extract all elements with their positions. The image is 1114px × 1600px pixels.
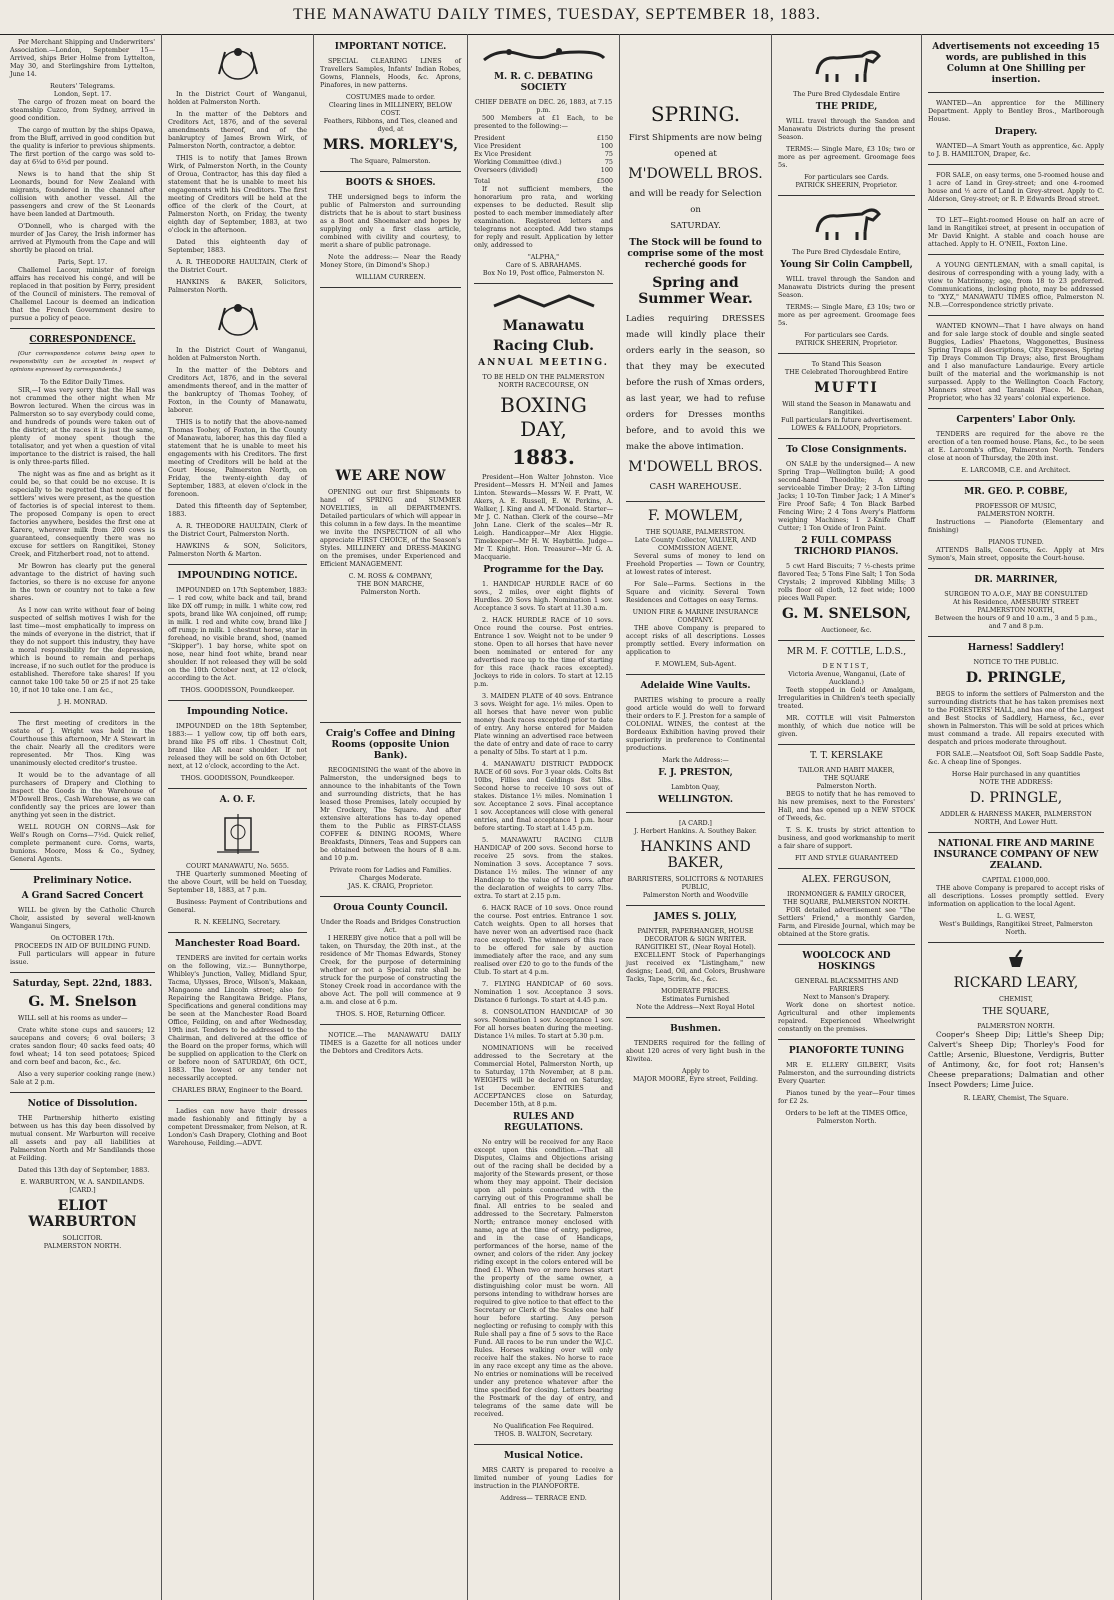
mdowell-name: M'DOWELL BROS.	[628, 166, 763, 182]
musical-body: MRS CARTY is prepared to receive a limited number of young Ladies for instruction in the PIANOFORTE.	[474, 1466, 613, 1490]
notice-public: NOTICE TO THE PUBLIC.	[973, 658, 1059, 666]
impound-head: IMPOUNDING NOTICE.	[177, 571, 298, 581]
classified-ad: TO LET—Eight-roomed House on half an acre of land in Rangitikei street, at present in occupation of Mr David Knight. A stable and coach house are attached. Apply to H. O'NEIL, Foxton Line.	[928, 216, 1104, 248]
racing-horses-icon	[489, 290, 599, 312]
union-signature: F. MOWLEM, Sub-Agent.	[654, 660, 737, 668]
court-dated: Dated this eighteenth day of September, 1883.	[168, 238, 307, 254]
nfm-body: THE above Company is prepared to accept risks of all descriptions. Losses promptly settled. Every information on application to the local Agent.	[928, 884, 1104, 908]
aof-head: A. O. F.	[219, 795, 256, 805]
aof-signature: R. N. KEELING, Secretary.	[194, 918, 281, 926]
letter-paragraph: The night was as fine and as bright as it could be, so that could be no excuse. It is especially to be regretted that none of the settlers' wives were present, as the question of factories is of special interest to them. The proposed Company is open to erect factories anywhere, besides the first one at Karere, wherever milk from 200 cows is guaranteed, consequently there was no excuse for settlers on Rangitikei, Stoney Creek, and Fitzherbert road, not to attend.	[10, 470, 155, 558]
annual-meeting: ANNUAL MEETING.	[478, 358, 609, 368]
reuters-item: News is to hand that the ship St Leonards, bound for New Zealand with migrants, foundered in the channel after collision with another vessel. All the passengers and crew of the St Leonards have been landed at Dartmouth.	[10, 170, 155, 218]
debating-head: M. R. C. DEBATING SOCIETY	[494, 72, 593, 93]
preliminary-head: Preliminary Notice.	[33, 876, 132, 886]
dressmaker-note: Ladies can now have their dresses made fashionably and fittingly by a competent Dressmaker, from Nelson, at R. London's Cash Drapery, Clothing and Boot Warehouse, Feilding.—ADVT.	[168, 1107, 307, 1147]
dentist-visit: MR. COTTLE will visit Palmerston monthly, of which due notice will be given.	[778, 714, 915, 738]
cobbe-name: MR. GEO. P. COBBE,	[964, 487, 1068, 497]
card-label: [A CARD.]	[679, 819, 712, 827]
prize-row: President £150	[474, 134, 613, 142]
bon-marche-place: Palmerston North.	[360, 588, 421, 596]
snelson-items: Crate white stone cups and saucers; 12 saucepans and covers; 6 oval boilers; 3 crates sandon flour; 40 sacks feed oats; 40 fowl wheat; 14 ton seed potatoes; Spiced and corn beef and bacon, &c., &c.	[10, 1026, 155, 1066]
tuning-fee: Pianos tuned by the year—Four times for £2 2s.	[778, 1089, 915, 1105]
mowlem-name: F. MOWLEM,	[648, 508, 743, 524]
bon-marche: THE BON MARCHE,	[356, 580, 425, 588]
hankins-baker: HANKINS AND BAKER,	[640, 839, 751, 871]
masthead-title: THE MANAWATU DAILY TIMES, TUESDAY, SEPTEMBER 18, 1883.	[293, 6, 821, 23]
preston-name: F. J. PRESTON,	[658, 768, 733, 778]
preston-address: Lambton Quay,	[671, 783, 720, 791]
column-5	[620, 34, 772, 1600]
harness-head: Harness! Saddlery!	[967, 643, 1065, 653]
impound-head: Impounding Notice.	[187, 707, 288, 717]
rules-head: RULES AND REGULATIONS.	[504, 1112, 583, 1133]
pringle-sub: ADDLER & HARNESS MAKER, PALMERSTON NORTH, And Lower Hutt.	[940, 810, 1092, 826]
hankins-sub: BARRISTERS, SOLICITORS & NOTARIES PUBLIC,	[627, 875, 764, 891]
shipping-news: Per Merchant Shipping and Underwriters' Association.—London, September 15—Arrived, ships Brier Holme from Lyttelton, May 30, and Sterlingshire from Lyttelton, June 14.	[10, 38, 155, 78]
costumes: COSTUMES made to order.	[345, 93, 436, 101]
warburton-name: ELIOT WARBURTON	[28, 1198, 137, 1230]
kerslake-fit: FIT AND STYLE GUARANTEED	[794, 854, 899, 862]
saturday: SATURDAY.	[670, 221, 721, 231]
piano-line: 2 FULL COMPASS TRICHORD PIANOS.	[794, 536, 899, 557]
correspondence-head: CORRESPONDENCE.	[29, 335, 136, 345]
aof-body: THE Quarterly summoned Meeting of the above Court, will be held on Tuesday, September 18, 1883, at 7 p.m.	[168, 870, 307, 894]
race-entry: 5. MANAWATU RACING CLUB HANDICAP of 200 sovs. Second horse to receive 25 sovs. from the stakes. Nomination 3 sovs. Acceptance 7 sovs. Distance 1½ miles. The winner of any Handicap to the value of 100 sovs. after the declaration of weights to carry 7lbs. extra. To start at 2.15 p.m.	[474, 836, 613, 900]
woolcock-name: WOOLCOCK AND HOSKINGS	[802, 951, 891, 972]
opening-body: OPENING out our first Shipments to hand of SPRING and SUMMER NOVELTIES, in all DEPARTMENTS. Detailed particulars of which will appear in this column in a few days. In the meantime we invite the INSPECTION of all who appreciate FIRST CHOICE, of the Season's Styles. MILLINERY and DRESS-MAKING on the premises, under Experienced and Efficient MANAGEMENT.	[320, 488, 461, 568]
union-body: THE above Company is prepared to accept risks of all descriptions. Losses promptly settled. Every information on application to	[626, 624, 765, 656]
clydesdale-horse-icon	[807, 202, 887, 242]
jolly-sub: PAINTER, PAPERHANGER, HOUSE DECORATOR & SIGN WRITER.	[637, 927, 754, 943]
classified-ad: A YOUNG GENTLEMAN, with a small capital, is desirous of corresponding with a young lady, with a view to Matrimony; age, from 18 to 23 preferred. Communications, inclosing photo, may be addressed to "XYZ," MANAWATU TIMES office, Palmerston N. N.B.—Correspondence strictly private.	[928, 261, 1104, 309]
court-notice: THIS is to notify that the above-named Thomas Toohey, of Foxton, in the County of Manawatu, laborer, has this day filed a statement that he is unable to meet his engagements with his Creditors. The first meeting of Creditors will be held at the Court House, Palmerston North, on Friday, the twenty-eighth day of September, 1883, at eleven o'clock in the forenoon.	[168, 418, 307, 498]
programme-head: Programme for the Day.	[483, 565, 604, 575]
pringle-sale: FOR SALE.—Neatsfoot Oil, Soft Soap Saddle Paste, &c. A cheap line of Sponges.	[928, 750, 1104, 766]
correspondence-to: To the Editor Daily Times.	[40, 378, 125, 386]
classified-ad: WANTED—An apprentice for the Millinery Department. Apply to Bentley Bros., Marlborough House.	[928, 99, 1104, 123]
larcomb-signature: E. LARCOMB, C.E. and Architect.	[961, 466, 1071, 474]
kerslake-address: THE SQUARE	[823, 774, 870, 782]
aof-business: Business: Payment of Contributions and General.	[168, 898, 307, 914]
colin-signature: PATRICK SHEERIN, Proprietor.	[795, 339, 898, 347]
reuters-item: Challemel Lacour, minister of foreign affairs has received his congé, and will be replaced in that position by Ferry, president of the Council of ministers. The removal of Challemel Lacour is deemed an indication that the French Government desire to pursue a policy of peace.	[10, 266, 155, 322]
mortar-icon	[1006, 949, 1026, 969]
letter-signature: J. H. MONRAD.	[57, 698, 108, 706]
jolly-prices: MODERATE PRICES.	[661, 987, 730, 995]
court-notice: THIS is to notify that James Brown Wirk, of Palmerston North, in the County of Oroua, Contractor, has this day filed a statement that he is unable to meet his engagements with his Creditors. The first meeting of Creditors will be held at the office of the clerk of the Court, at Palmerston North, on Friday, the twenty eighth day of September, 1883, at two o'clock in the afternoon.	[168, 154, 307, 234]
race-horses-icon	[479, 44, 609, 66]
debating-body: If not sufficient members, the honorarium pro rata, and working expenses to be deducted. Result slip posted to each member immediately after examination. Registered letters and telegrams not accepted. Add two stamps for reply and result. Application by letter only, addressed to	[474, 185, 613, 249]
court-solicitors: HAWKINS & SON, Solicitors, Palmerston North & Marton.	[168, 542, 307, 558]
millinery: Clearing lines in MILLINERY, BELOW COST.	[328, 101, 453, 117]
hankins-address: Palmerston North and Woodville	[642, 891, 749, 899]
morley-name: MRS. MORLEY'S,	[322, 137, 459, 153]
pianos-tuned: PIANOS TUNED.	[988, 538, 1044, 546]
sale-date: Saturday, Sept. 22nd, 1883.	[12, 979, 153, 989]
kerslake-name: T. T. KERSLAKE	[810, 751, 883, 761]
clydesdale-horse-icon	[807, 44, 887, 84]
regulations: No entry will be received for any Race except upon this condition.—That all Disputes, Claims and Objections arising out of the racing shall be decided by a majority of the Stewards present, or those whom they may appoint. Their decision upon all points connected with the carrying out of this Programme shall be final. All entries to be sealed and addressed to the Secretary. Palmerston North; entrance money enclosed with name, age at the time of entry, pedigree, and in the case of Handicaps, performances of the horse, name of the owner, and colors of the rider. Any jockey riding except in the colors entered will be fined £1. When two or more horses start the property of the same owner, a distinguishing color must be worn. All persons intending to withdraw horses are required to give notice to that effect to the Secretary or Clerk of the Scales one half hour before starting. Any person neglecting or refusing to comply with this Rule shall pay a fine of 5 sovs to the Race Fund. All races to be run under the W.J.C. Rules. Horses walking over will only receive half the stakes. No horse to race in any race except any time as the above. No entries or nominations will be received under any pretence whatever after the time specified for closing. Letters bearing the Postmark of the day of entry, and telegrams of the same date will be received.	[474, 1138, 613, 1418]
paris-date: Paris, Sept. 17.	[57, 258, 108, 266]
debating-care: Care of S. ABRAHAMS.	[505, 261, 582, 269]
dissolution-head: Notice of Dissolution.	[27, 1099, 138, 1109]
race-entry: 6. HACK RACE of 10 sovs. Once round the course. Post entries. Entrance 1 sov. Catch weights. Open to all horses that have never won an advertised race (hack race excepted). The winners of this race to be offered for sale by auction immediately after the race, and any sum realised over £20 to go to the funds of the Club. To start at 4 p.m.	[474, 904, 613, 976]
chemist-label: CHEMIST,	[999, 995, 1033, 1003]
race-entry: 8. CONSOLATION HANDICAP of 30 sovs. Nomination 1 sov. Acceptance 1 sov. For all horses beaten during the meeting. Distance 1¼ miles. To start at 5.30 p.m.	[474, 1008, 613, 1040]
prize-row: Ex Vice President 75	[474, 150, 613, 158]
woolcock-body: Work done on shortest notice. Agricultural and other implements repaired. Experienced Wheelwright constantly on the premises.	[778, 1001, 915, 1033]
column-6	[772, 34, 922, 1600]
impound-signature: THOS. GOODISSON, Poundkeeper.	[180, 774, 295, 782]
concert-more: Full particulars will appear in future issue.	[10, 950, 155, 966]
kerslake-trust: T. S. K. trusts by strict attention to business, and good workmanship to merit a fair share of support.	[778, 826, 915, 850]
marriner-address: At his Residence, AMESBURY STREET PALMERSTON NORTH,	[952, 598, 1080, 614]
marriner-sub: SURGEON TO A.O.F., MAY BE CONSULTED	[944, 590, 1088, 598]
colin-cards: For particulars see Cards.	[804, 331, 889, 339]
court-solicitors: HANKINS & BAKER, Solicitors, Palmerston North.	[168, 278, 307, 294]
nfm-capital: CAPITAL £1000,000.	[982, 876, 1050, 884]
pride-signature: PATRICK SHEERIN, Proprietor.	[795, 181, 898, 189]
impound-signature: THOS. GOODISSON, Poundkeeper.	[180, 686, 295, 694]
pride-name: THE PRIDE,	[815, 102, 878, 112]
creditors-note: The first meeting of creditors in the estate of J. Wright was held in the Courthouse this afternoon, Mr A Stewart in the chair. Nearly all the creditors were represented. Mr Thos. King was unanimously elected creditor's trustee.	[10, 719, 155, 767]
court-dated: Dated this fifteenth day of September, 1883.	[168, 502, 307, 518]
aof-court: COURT MANAWATU, No. 5655.	[186, 862, 289, 870]
boots-address: Note the address:— Near the Ready Money Store, (in Dimond's Shop.)	[320, 253, 461, 269]
warburton-place: PALMERSTON NORTH.	[43, 1242, 122, 1250]
qualification: No Qualification Fee Required.	[493, 1422, 594, 1430]
mowlem-address: THE SQUARE, PALMERSTON.	[645, 528, 746, 536]
morley-address: The Square, Palmerston.	[350, 157, 431, 165]
prize-row: Total £500	[474, 177, 613, 185]
dentist-title: DENTIST,	[822, 662, 871, 670]
race-entry: 4. MANAWATU DISTRICT PADDOCK RACE of 60 sovs. For 3 year olds. Colts 8st 10lbs, Fillies and Geldings 8st 5lbs. Second horse to receive 10 sovs out of stakes. Distance 1½ miles. Nomination 1 sov. Acceptance 2 sovs. Final acceptance 1 sov. Acceptances will close with general entries, and final acceptance 1 p.m. hour before starting. To start at 1.45 p.m.	[474, 760, 613, 832]
consign-list: ON SALE by the undersigned— A new Spring Trap—Wellington build; A good second-hand Theodolite; A strong serviceable Timber Dray; 2 3-Ton Lifting Jacks; 1 10-Ton Timber Jack; 1 A Miner's Fire Proof Safe; 4 Ton Black Barbed Fencing Wire; 2 4 Tons Avery's Platform weighing Machines; 1 2-Knife Chaff Cutter; 1 Ton Oxide of Iron Paint.	[778, 460, 915, 532]
ferguson-body: FOR detailed advertisement see "The Settlers' Friend," a monthly Garden, Farm, and Fireside Journal, which may be obtained at the Store gratis.	[778, 906, 915, 938]
mufti-full: Full particulars in future advertisement.	[781, 416, 912, 424]
kerslake-place: Palmerston North.	[816, 782, 877, 790]
snelson-intro: WILL sell at his rooms as under—	[18, 1014, 128, 1022]
dentist-name: MR M. F. COTTLE, L.D.S.,	[786, 647, 907, 657]
dissolution-signature: E. WARBURTON, W. A. SANDILANDS.	[20, 1178, 145, 1186]
first-shipments: First Shipments are now being opened at	[628, 133, 763, 159]
road-board-body: TENDERS are invited for certain works on the following, viz.:— Bunnythorpe, Whibley's Junction, Valley, Midland Spur, Tacma, Ulysses, Broce, Wilson's, Makaan, Mangaone and Lincoln street; also for Repairing the Rangitawa Bridge. Plans, Specifications and general conditions may be seen at the Manchester Road Board Office, Feilding, on and after Wednesday, 19th inst. Tenders to be addressed to the Chairman, and delivered at the office of the Board on the proper forms, which will be supplied on application to the Clerk on or before noon of SATURDAY, 6th OCT., 1883. The lowest or any tender not necessarily accepted.	[168, 954, 307, 1082]
marriner-name: DR. MARRINER,	[974, 575, 1058, 585]
reuters-date: London, Sept. 17.	[53, 90, 112, 98]
leary-place: PALMERSTON NORTH.	[977, 1022, 1055, 1030]
jolly-estimates: Estimates Furnished	[661, 995, 730, 1003]
oroua-head: Oroua County Council.	[333, 903, 448, 913]
feathers: Feathers, Ribbons, and Ties, cleaned and dyed, at	[323, 117, 458, 133]
court-heading: In the District Court of Wanganui, holden at Palmerston North.	[168, 346, 307, 362]
ferguson-sub: IRONMONGER & FAMILY GROCER,	[786, 890, 907, 898]
snelson-name: G. M. SNELSON,	[782, 606, 911, 622]
court-signature: A. R. THEODORE HAULTAIN, Clerk of the District Court, Palmerston North.	[168, 522, 307, 538]
boots-body: THE undersigned begs to inform the public of Palmerston and surrounding districts that he is about to start business as a Boot and Shoemaker and hopes by supplying only a first class article, combined with civility and courtesy, to merit a share of public patronage.	[320, 193, 461, 249]
royal-arms-icon	[211, 44, 265, 84]
prize-row: Overseers (divided) 100	[474, 166, 613, 174]
colin-intro: The Pure Bred Clydesdale Entire,	[792, 248, 901, 256]
dentist-body: Teeth stopped in Gold or Amalgam, Irregularities in Children's teeth specially treated.	[778, 686, 915, 710]
reuters-item: O'Donnell, who is charged with the murder of Jas Carey, the Irish informer has arrived at Plymouth from the Cape and will shortly be placed on trial.	[10, 222, 155, 254]
dissolution-date: Dated this 13th day of September, 1883.	[18, 1166, 150, 1174]
craig-charges: Charges Moderate.	[359, 874, 422, 882]
jolly-body: EXCELLENT Stock of Paperhangings just received ex "Listingham," new designs; Lead, Oil, and Colors, Brushware Tacks, Tape, Scrim, &c., &c.	[626, 951, 765, 983]
kerslake-body: BEGS to notify that he has removed to his new premises, next to the Foresters' Hall, and has opened up a NEW STOCK of Tweeds, &c.	[778, 790, 915, 822]
pringle-body: BEGS to inform the settlers of Palmerston and the surrounding districts that he has taken premises next to the FORESTERS' HALL, and has one of the Largest and Best Stocks of Saddlery, Harness, &c., ever shown in Palmerston. This will be sold at prices which must command a trade. All repairs executed with despatch and prices moderate throughout.	[928, 690, 1104, 746]
card-label: [CARD.]	[69, 1186, 96, 1194]
cash-warehouse: CASH WAREHOUSE.	[649, 482, 742, 492]
column-2	[162, 34, 314, 1600]
bushmen-apply: Apply to	[682, 1067, 709, 1075]
race-secretary: THOS. B. WALTON, Secretary.	[494, 1430, 593, 1438]
court-signature: A. R. THEODORE HAULTAIN, Clerk of the District Court.	[168, 258, 307, 274]
ferguson-address: THE SQUARE, PALMERSTON NORTH.	[783, 898, 910, 906]
dissolution-body: THE Partnership hitherto existing between us has this day been dissolved by mutual consent. Mr Warburton will receive all assets and pay all liabilities at Palmerston North and Mr Sandilands those at Feilding.	[10, 1114, 155, 1162]
craig-head: Craig's Coffee and Dining Rooms (opposite Union Bank).	[325, 729, 456, 761]
mowlem-sale: For Sale—Farms. Sections in the Square and vicinity. Several Town Residences and Cottages on easy Terms.	[626, 580, 765, 604]
ferguson-name: ALEX. FERGUSON,	[801, 875, 892, 885]
oroua-body: I HEREBY give notice that a poll will be taken, on Thursday, the 20th inst., at the residence of Mr Thomas Edwards, Stoney Creek, for the purpose of determining whether or not a Special rate shall be struck for the purpose of constructing the Stoney Creek road in accordance with the above Act. The poll will commence at 9 a.m. and close at 6 p.m.	[320, 934, 461, 1006]
ross-name: C. M. ROSS & COMPANY,	[348, 572, 433, 580]
pride-terms: TERMS:— Single Mare, £3 10s; two or more as per agreement. Groomage fees 5s.	[778, 145, 915, 169]
woolcock-address: Next to Manson's Drapery.	[803, 993, 890, 1001]
cobbe-body: Instructions — Pianoforte (Elementary and finishing)	[928, 518, 1104, 534]
court-matter: In the matter of the Debtors and Creditors Act, 1876, and in the several amendments thereof, and in the matter of the bankruptcy of Thomas Toohey, of Foxton, in the County of Manawatu, laborer.	[168, 366, 307, 414]
solicitor-label: SOLICITOR.	[62, 1234, 103, 1242]
mufti-sub: THE Celebrated Thoroughbred Entire	[784, 368, 909, 376]
wellington: WELLINGTON.	[657, 795, 734, 805]
snelson-sub: Auctioneer, &c.	[821, 626, 872, 634]
oroua-signature: THOS. S. HOE, Returning Officer.	[335, 1010, 446, 1018]
letter-paragraph: SIR,—I was very sorry that the Hall was not crammed the other night when Mr Bowron lectured. When the circus was in Palmerston so to say everybody could come, and hundreds of pounds were taken out of the district; at the races it is just the same, plenty of money spent though the totalisator, and yet when a question of vital importance to the district is raised, the hall is only three-parts filled.	[10, 386, 155, 466]
important-head: IMPORTANT NOTICE.	[334, 42, 447, 52]
corns-ad: WELL ROUGH ON CORNS—Ask for Well's Rough on Corns—7½d. Quick relief, complete permanent cure. Corns, warts, bunions. Moore, Moss & Co., Sydney, General Agents.	[10, 823, 155, 863]
race-entry: 1. HANDICAP HURDLE RACE of 60 sovs., 2 miles, over eight flights of Hurdles. 20 Sovs high. Nomination 1 sov. Acceptance 3 sovs. To start at 11.30 a.m.	[474, 580, 613, 612]
royal-arms-icon	[211, 300, 265, 340]
race-entry: 7. FLYING HANDICAP of 60 sovs. Nomination 1 sov. Acceptance 3 sovs. Distance 6 furlongs. To start at 4.45 p.m.	[474, 980, 613, 1004]
reuters-item: The cargo of mutton by the ships Opawa, from the Bluff, arrived in good condition but the quality is inferior to previous shipments. The first portion of the cargo was sold to-day at 6¼d to 6½d per pound.	[10, 126, 155, 166]
union-head: UNION FIRE & MARINE INSURANCE COMPANY.	[632, 608, 759, 624]
spring-summer-wear: Spring and Summer Wear.	[638, 275, 753, 307]
snelson-range: Also a very superior cooking range (new.) Sale at 2 p.m.	[10, 1070, 155, 1086]
column-1	[4, 34, 162, 1600]
spring-head: SPRING.	[650, 102, 741, 126]
consign-head: To Close Consignments.	[786, 445, 907, 455]
leary-items: Cooper's Sheep Dip; Little's Sheep Dip; Calvert's Sheep Dip; Thorley's Food for Cattle; Arsenic, Bluestone, Verdigris, Butter of Antimony, &c, for foot rot; Hansen's Cheese preparations; Dalmatian and other Insect Powders; Lime Juice.	[928, 1030, 1104, 1089]
jolly-name: JAMES S. JOLLY,	[654, 912, 737, 922]
pringle-name: D. PRINGLE,	[965, 670, 1067, 686]
woolcock-sub: GENERAL BLACKSMITHS AND FARRIERS	[794, 977, 899, 993]
nominations: NOMINATIONS will be received addressed to the Secretary at the Commercial Hotel, Palmerston North, up to Saturday, 17th November, at 8 p.m. WEIGHTS will be declared on Saturday, 1st December. ENTRIES and ACCEPTANCES close on Saturday, December 15th, at 8 p.m.	[474, 1044, 613, 1108]
prize-row: Working Committee (divd.) 75	[474, 158, 613, 166]
mdowell-name: M'DOWELL BROS.	[628, 459, 763, 475]
tuning-head: PIANOFORTE TUNING	[788, 1046, 905, 1056]
pringle-name-2: D. PRINGLE,	[969, 790, 1063, 806]
jolly-address: RANGITIKEI ST., (Near Royal Hotel).	[635, 943, 756, 951]
musical-head: Musical Notice.	[503, 1451, 583, 1461]
bushmen-head: Bushmen.	[670, 1024, 721, 1034]
west-name: L. G. WEST,	[996, 912, 1036, 920]
debating-sub: CHIEF DEBATE on DEC. 26, 1883, at 7.15 p.m.	[474, 98, 613, 114]
carpenter-head: Carpenters' Labor Only.	[956, 415, 1076, 425]
boxing-day: BOXING DAY,	[500, 393, 587, 441]
held-at: TO BE HELD ON THE PALMERSTON NORTH RACECOURSE, ON	[482, 373, 605, 389]
impound-body: IMPOUNDED on the 18th September, 1883:— 1 yellow cow, tip off both ears, brand like FS off ribs. 1 Chestnut Colt, brand like AR near shoulder. If not released they will be sold on 6th October, next, at 12 o'clock, according to the Act.	[168, 722, 307, 770]
craig-body: RECOGNISING the want of the above in Palmerston, the undersigned begs to announce to the inhabitants of the Town and surrounding districts, that he has leased those Premises, lately occupied by Mr Crockery, The Square. And after extensive alterations has to-day opened them to the Public as FIRST-CLASS COFFEE & DINING ROOMS, Where Breakfasts, Dinners, Teas and Suppers can be obtained between the hours of 8 a.m. and 10 p.m.	[320, 766, 461, 862]
letter-paragraph: As I now can write without fear of being suspected of selfish motives I wish for the last time—most emphatically to impress on the minds of everyone in the district, that if they do not support this industry, they have a moral responsibility for the depression, which is bound to remain and perhaps increase, if no such outlet for the produce is established. Therefore take shares! If you cannot take 100 take 50 or 25 if not 25 take 10, if not 10 take one. I am &c.,	[10, 606, 155, 694]
race-entry: 3. MAIDEN PLATE of 40 sovs. Entrance 3 sovs. Weight for age. 1½ miles. Open to all horses that have never won public money (hack races excepted) prior to date of entry. Any horse entered for Maiden Plate winning an advertised race between the date of entry and date of race to carry a penalty of 5lbs. To start at 1 p.m.	[474, 692, 613, 756]
road-board-signature: CHARLES BRAY, Engineer to the Board.	[172, 1086, 303, 1094]
debating-alpha: "ALPHA,"	[527, 253, 560, 261]
impound-body: IMPOUNDED on 17th September, 1883:— 1 red cow, white back and tail, brand like DX off rump; in milk. 1 white cow, red spots, brand like WA conjoined, off rump; in milk. 1 red and white cow, brand like J off rump; in milk. 1 chestnut horse, star in forehead, no visible brand, shod, (named "Skipper"). 1 bay horse, white spot on nose, near hind foot white, brand near shoulder. If not released they will be sold on the 10th October next, at 12 o'clock, according to the Act.	[168, 586, 307, 682]
leary-signature: R. LEARY, Chemist, The Square.	[963, 1094, 1069, 1102]
concert-head: A Grand Sacred Concert	[21, 891, 144, 901]
masthead	[0, 0, 1114, 35]
wine-head: Adelaide Wine Vaults.	[640, 681, 751, 691]
mufti-body: Will stand the Season in Manawatu and Rangitikei.	[782, 400, 911, 416]
court-matter: In the matter of the Debtors and Creditors Act, 1876, and of the several amendments thereof, and of the bankruptcy of James Brown Wirk, of Palmerston North, contractor, a debtor.	[168, 110, 307, 150]
pride-cards: For particulars see Cards.	[804, 173, 889, 181]
leary-name: RICKARD LEARY,	[953, 975, 1079, 991]
correspondence-note: [Our correspondence column being open to responsibility can be accepted in respect of opinions expressed by correspondents.]	[10, 351, 155, 373]
colin-terms: TERMS:— Single Mare, £3 10s; two or more as per agreement. Groomage fees 5s.	[778, 303, 915, 327]
ladies-note: Ladies requiring DRESSES made will kindly place their orders early in the season, so that they may be executed before the rush of Xmas orders, as last year, we had to refuse orders for Dresses months before, and to avoid this we make the above intimation.	[626, 314, 765, 452]
pringle-note: NOTE THE ADDRESS:	[979, 778, 1053, 786]
mufti-signature: LOWES & FALLOON, Proprietors.	[791, 424, 902, 432]
reuters-head: Reuters' Telegrams.	[50, 82, 115, 90]
tuning-body: MR E. ELLERY GILBERT, Visits Palmerston, and the surrounding districts Every Quarter.	[778, 1061, 915, 1085]
snelson-head: G. M. Snelson	[28, 994, 137, 1010]
debating-box: Box No 19, Post office, Palmerston N.	[482, 269, 605, 277]
race-year: 1883.	[512, 445, 575, 469]
bushmen-signature: MAJOR MOORE, Eyre street, Feilding.	[633, 1075, 758, 1083]
square-label: THE SQUARE,	[982, 1007, 1050, 1017]
west-address: West's Buildings, Rangitikei Street, Palmerston North.	[939, 920, 1093, 936]
racing-head-2: Racing Club.	[492, 338, 594, 354]
classified-ad: WANTED KNOWN—That I have always on hand and for sale large stock of double and single seated Buggies, Ladies' Phaetons, Waggonettes, Business Spring Traps all descriptions, City Expresses, Spring Tip Drays Common Tip Drays; also, first Brougham and I also manufacture Landaurige. Every article built of the material and the workmanship is not surpassed. Apply to the Wellington Coach Factory, Manners street and Taranaki Place. M. Bohan, Proprietor, who has 32 years' colonial experience.	[928, 322, 1104, 402]
carpenter-body: TENDERS are required for the above re the erection of a ten roomed house. Plans, &c., to be seen at E. Larcomb's office, Palmerston North. Tenders close at noon of Thursday, the 20th inst.	[928, 430, 1104, 462]
hankins-names: J. Herbert Hankins. A. Southey Baker.	[634, 827, 757, 835]
stock-note: The Stock will be found to comprise some of the most recherché goods for	[627, 238, 764, 270]
oroua-sub: Under the Roads and Bridges Construction Act.	[320, 918, 461, 934]
bushmen-body: TENDERS required for the felling of about 120 acres of very light bush in the Kiwitea.	[626, 1039, 765, 1063]
pride-intro: The Pure Bred Clydesdale Entire	[793, 90, 900, 98]
mowlem-sub: Late County Collector, VALUER, AND COMMISSION AGENT.	[634, 536, 757, 552]
prize-row: Vice President 100	[474, 142, 613, 150]
boots-signature: WILLIAM CURREEN.	[355, 273, 426, 281]
ready-for: and will be ready for Selection on	[629, 189, 762, 215]
nfm-head: NATIONAL FIRE AND MARINE INSURANCE COMPANY OF NEW ZEALAND.	[933, 839, 1099, 871]
wine-mark: Mark the Address:—	[662, 756, 729, 764]
concert-date: On OCTOBER 17th.	[50, 934, 115, 942]
foresters-emblem-icon	[213, 812, 263, 856]
pringle-hair: Horse Hair purchased in any quantities	[951, 770, 1081, 778]
we-are-now: WE ARE NOW	[335, 468, 446, 484]
consign-list-2: 5 cwt Hard Biscuits; 7 ½-chests prime flavored Tea; 5 Tons Fine Salt; 1 Ton Soda Crystals; 2 improved Kibbling Mills; 3 rolls floor oil cloth, 12 feet wide; 1000 pieces Wall Paper.	[778, 562, 915, 602]
mowlem-loans: Several sums of money to lend on Freehold Properties — Town or Country, at lowest rates of interest.	[626, 552, 765, 576]
cobbe-place: PALMERSTON NORTH.	[977, 510, 1055, 518]
column-7	[922, 34, 1110, 1600]
colin-body: WILL travel through the Sandon and Manawatu Districts during the present Season.	[778, 275, 915, 299]
pride-body: WILL travel through the Sandon and Manawatu Districts during the present Season.	[778, 117, 915, 141]
craig-private: Private room for Ladies and Families.	[329, 866, 452, 874]
classified-ad: WANTED—A Smart Youth as apprentice, &c. Apply to J. B. HAMILTON, Draper, &c.	[928, 142, 1104, 158]
jolly-note: Note the Address—Next Royal Hotel	[636, 1003, 755, 1011]
dentist-address: Victoria Avenue, Wanganui, (Late of Auckland.)	[788, 670, 905, 686]
prize-list	[474, 134, 613, 185]
classified-ad: FOR SALE, on easy terms, one 5-roomed house and 1 acre of Land in Grey-street; and one 4-roomed house and ½ acre of Land in Grey-street. Apply to C. Alderson, Grey-street; or R. P. Edwards Broad street.	[928, 171, 1104, 203]
marriner-hours: Between the hours of 9 and 10 a.m., 3 and 5 p.m., and 7 and 8 p.m.	[934, 614, 1098, 630]
letter-paragraph: Mr Bowron has clearly put the general advantage to the district of having such factories, so there is no excuse for anyone in the town or country not to take a few shares.	[10, 562, 155, 602]
drapery-head: Drapery.	[994, 127, 1038, 137]
column-3	[314, 34, 468, 1600]
debating-intro: 500 Members at £1 Each, to be presented to the following:—	[474, 114, 613, 130]
mufti-intro: To Stand This Season	[811, 360, 882, 368]
reuters-item: The cargo of frozen meat on board the steamship Cuzco, from Sydney, arrived in good condition.	[10, 98, 155, 122]
colin-name: Young Sir Colin Campbell,	[780, 260, 913, 270]
gazette-notice: NOTICE.—The MANAWATU DAILY TIMES is a Gazette for all notices under the Debtors and Creditors Acts.	[320, 1031, 461, 1055]
racing-head: Manawatu	[502, 318, 585, 334]
race-entry: 2. HACK HURDLE RACE of 10 sovs. Once round the course. Post entries. Entrance 1 sov. Weight not to be under 9 stone. Open to all horses that have never been nominated or entered for any advertised race up to the time of starting for this race (hack races excepted). Jockeys to ride in colors. To start at 12.15 p.m.	[474, 616, 613, 688]
kerslake-sub: TAILOR AND HABIT MAKER,	[798, 766, 895, 774]
road-board-head: Manchester Road Board.	[174, 939, 301, 949]
court-heading: In the District Court of Wanganui, holden at Palmerston North.	[168, 90, 307, 106]
musical-address: Address— TERRACE END.	[500, 1494, 587, 1502]
drapery-note: It would be to the advantage of all purchasers of Drapery and Clothing to inspect the Goods in the Warehouse of M'Dowell Bros., Cash Warehouse, as we can confidently say the prices are lower than anything yet seen in the district.	[10, 771, 155, 819]
wine-body: PARTIES wishing to procure a really good article would do well to forward their orders to F. J. Preston for a sample of COLONIAL WINES, the contest at the Bordeaux Exhibition having proved their superiority in preference to Continental productions.	[626, 696, 765, 752]
boots-head: BOOTS & SHOES.	[345, 178, 436, 188]
concert-body: WILL be given by the Catholic Church Choir, assisted by several well-known Wanganui Singers,	[10, 906, 155, 930]
concert-proceeds: PROCEEDS IN AID OF BUILDING FUND.	[14, 942, 151, 950]
cobbe-sub: PROFESSOR OF MUSIC,	[975, 502, 1057, 510]
officers: President—Hon Walter Johnston. Vice President—Messrs H. M'Neil and James Linton. Stewards—Messrs W. F. Pratt, W. Akers, A. E. Russell, E. W. Perkins, A. Walker, J. King and A. M'Donald. Starter—Mr J. C. Nathan. Clerk of the course—Mr John Lane. Clerk of the scales—Mr R. Leigh. Handicapper—Mr Alex Higgie. Timekeeper—Mr H. W. Haybittle. Judge—Mr T. Knight. Hon. Treasurer—Mr G. A. Macquarie.	[474, 473, 613, 561]
ads-head: Advertisements not exceeding 15 words, are published in this Column at One Shilling per insertion.	[932, 42, 1100, 85]
column-4	[468, 34, 620, 1600]
clearing-lines: SPECIAL CLEARING LINES of Travellers Samples, Infants' Indian Robes, Gowns, Flannels, Hoods, &c. Aprons, Pinafores, in new patterns.	[320, 57, 461, 89]
tuning-orders: Orders to be left at the TIMES Office, Palmerston North.	[785, 1109, 908, 1125]
mufti-name: MUFTI	[814, 380, 879, 396]
craig-signature: JAS. K. CRAIG, Proprietor.	[348, 882, 433, 890]
cobbe-attends: ATTENDS Balls, Concerts, &c. Apply at Mrs Symon's, Main street, opposite the Court-house.	[928, 546, 1104, 562]
